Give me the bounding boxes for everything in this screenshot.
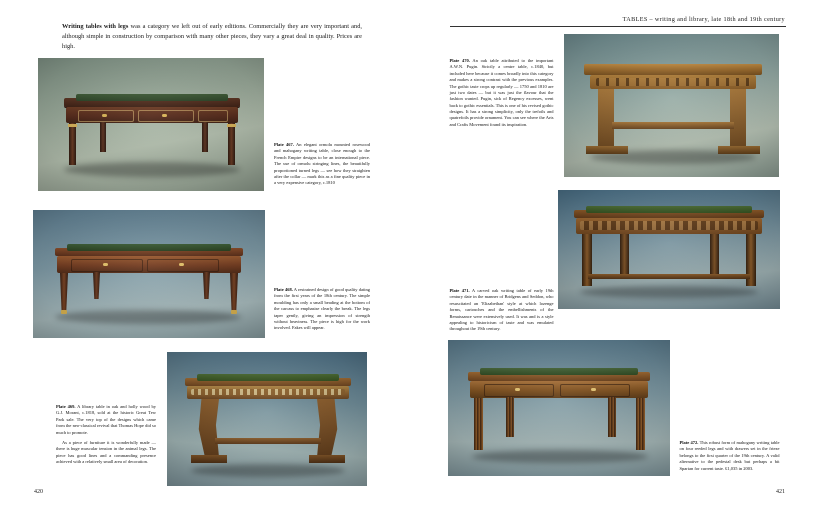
plate-469-caption bbox=[56, 404, 156, 465]
plate-471-number: Plate 471. bbox=[449, 288, 470, 293]
plate-472-number: Plate 472. bbox=[679, 440, 699, 445]
plate-471-text: A carved oak writing table of early 19th century date in the manner of Bridgens and Seddon, who resuscitated an 'Elizabethan' style at which lozenge forms, cartouches and the embellishments of the Renaissance were extensively used. It was and is a style appealing to historicism of taste and was emulated throughout the 19th century. bbox=[449, 288, 554, 332]
plate-469-image bbox=[167, 352, 367, 486]
running-head: TABLES – writing and library, late 18th and 19th century bbox=[622, 16, 785, 23]
intro-text: was a category we left out of early editions. Commercially they are very important and, although simple in construction by comparison with many other pieces, they vary a great deal in quality. Prices are high. bbox=[62, 23, 362, 50]
plate-469-text2: As a piece of furniture it is wonderfully made — there is huge muscular tension in the animal legs. The piece has good lines and a commanding presence achieved with a relatively small area of decoration. bbox=[56, 439, 156, 464]
plate-468-image bbox=[33, 210, 265, 338]
intro-paragraph bbox=[62, 22, 362, 52]
plate-467-image bbox=[38, 58, 264, 191]
plate-472-caption bbox=[680, 440, 780, 472]
plate-467-caption bbox=[274, 142, 370, 187]
plate-470-image bbox=[564, 34, 779, 177]
folio-right: 421 bbox=[776, 489, 785, 495]
plate-471-caption bbox=[450, 288, 554, 333]
plate-467-number: Plate 467. bbox=[274, 142, 294, 147]
plate-472-text: This robust form of mahogany writing table on four reeded legs and with drawers set in the frieze belongs to the first quarter of the 19th century. A valid alternative to the pedestal desk but perhaps a bit Spartan for current taste. £1,035 in 2003. bbox=[679, 440, 780, 471]
right-page bbox=[410, 0, 819, 509]
folio-left: 420 bbox=[34, 489, 43, 495]
plate-468-caption bbox=[274, 287, 370, 332]
plate-468-text: A restrained design of good quality dating from the first years of the 18th century. The simple moulding has only a small beading at the bottom of the carcass to emphasise clearly the break. The legs taper gently, giving an impression of strength without heaviness. The piece is high for the work involved. Fakes will appear. bbox=[274, 287, 370, 331]
plate-469-number: Plate 469. bbox=[56, 404, 76, 409]
plate-472-image bbox=[448, 340, 670, 476]
plate-470-caption bbox=[450, 58, 554, 128]
header-rule bbox=[450, 26, 786, 27]
plate-467-text: An elegant ormolu mounted rosewood and mahogany writing table, close enough to the French Empire designs to be an international piece. The use of ormolu stringing lines, the beautifully proportioned turned legs — see how they straighten after the collar — mark this as a fine quality piece in a very expensive category, c.1810 bbox=[274, 142, 370, 186]
plate-468-number: Plate 468. bbox=[274, 287, 293, 292]
plate-470-number: Plate 470. bbox=[449, 58, 470, 63]
plate-471-image bbox=[558, 190, 780, 309]
plate-470-text: An oak table attributed to the important A.W.N. Pugin. Strictly a centre table, c.1840, but included here because it comes broadly into this category and makes a strong contrast with the previous examples. The gothic taste crops up regularly — 1750 and 1810 are just two dates — but it was just the flavour that the fashion wanted. Pugin, sick of Regency excesses, went back to gothic essentials. This is one of his revised gothic designs. It has a strong simplicity, only the trefoils and quatrefoils provide ornament. You can see where the Arts and Crafts Movement found its inspiration. bbox=[449, 58, 554, 127]
intro-lead: Writing tables with legs bbox=[62, 23, 129, 30]
plate-469-text: A library table in oak and holly wood by G.J. Morant, c.1818, sold at the historic Great Tew Park sale. The very top of the designs which came from the neo-classical revival that Thomas Hope did so much to promote. bbox=[56, 404, 156, 435]
